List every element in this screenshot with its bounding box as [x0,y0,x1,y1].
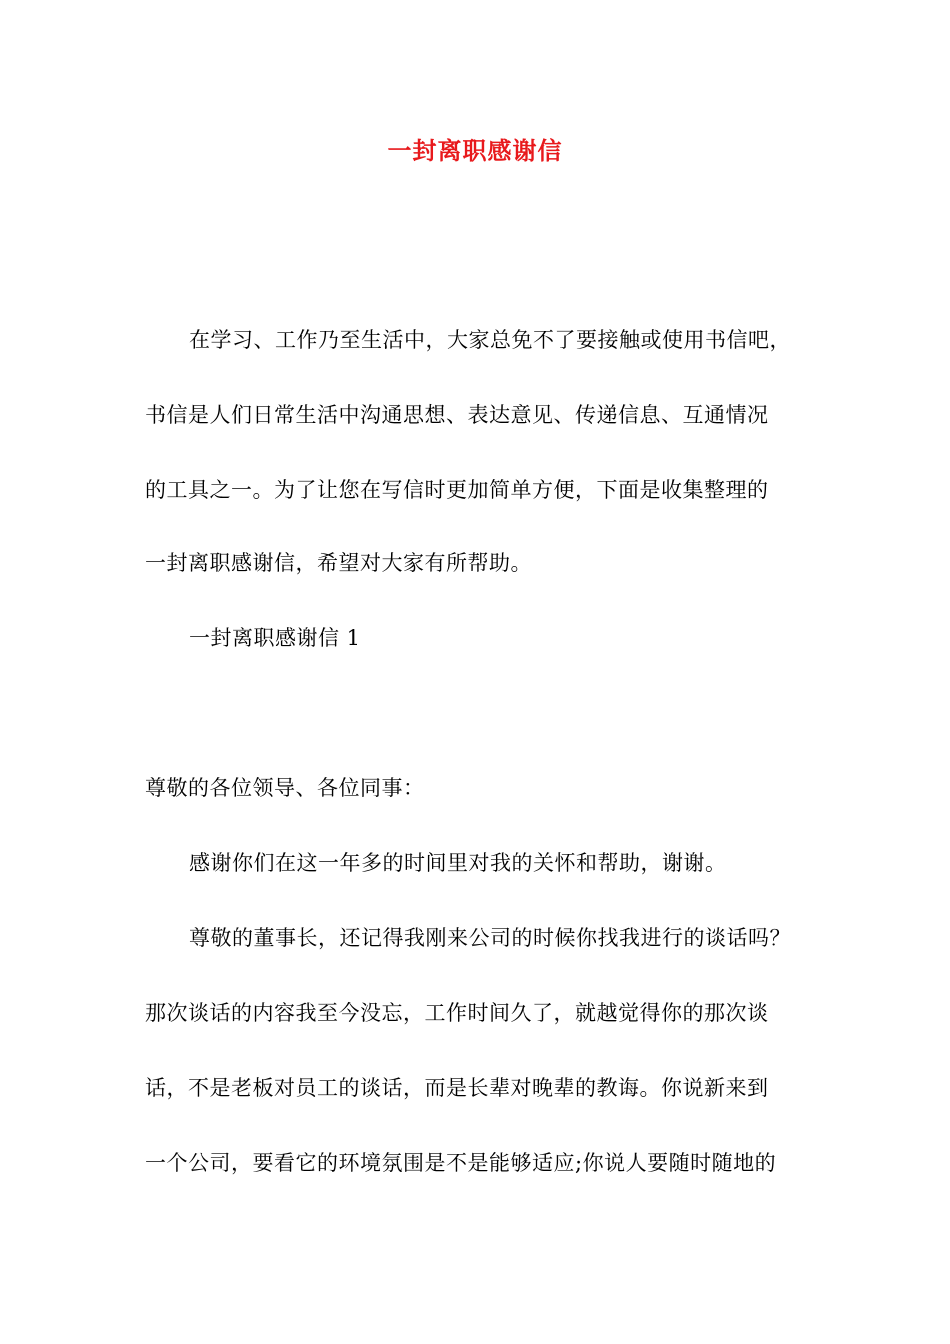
body-line-2: 那次谈话的内容我至今没忘，工作时间久了，就越觉得你的那次谈 [145,1001,769,1025]
salutation: 尊敬的各位领导、各位同事： [145,776,425,800]
intro-line-2: 书信是人们日常生活中沟通思想、表达意见、传递信息、互通情况 [145,403,769,427]
body-line-1: 尊敬的董事长，还记得我刚来公司的时候你找我进行的谈话吗？ [189,926,791,950]
document-title: 一封离职感谢信 [387,136,563,165]
thanks-line: 感谢你们在这一年多的时间里对我的关怀和帮助，谢谢。 [189,851,727,875]
intro-line-4: 一封离职感谢信，希望对大家有所帮助。 [145,551,532,575]
intro-line-3: 的工具之一。为了让您在写信时更加简单方便，下面是收集整理的 [145,478,769,502]
section-heading: 一封离职感谢信 1 [189,626,361,650]
body-line-4: 一个公司，要看它的环境氛围是不是能够适应;你说人要随时随地的 [145,1151,777,1175]
intro-line-1: 在学习、工作乃至生活中，大家总免不了要接触或使用书信吧， [189,328,791,352]
body-line-3: 话，不是老板对员工的谈话，而是长辈对晚辈的教诲。你说新来到 [145,1076,769,1100]
